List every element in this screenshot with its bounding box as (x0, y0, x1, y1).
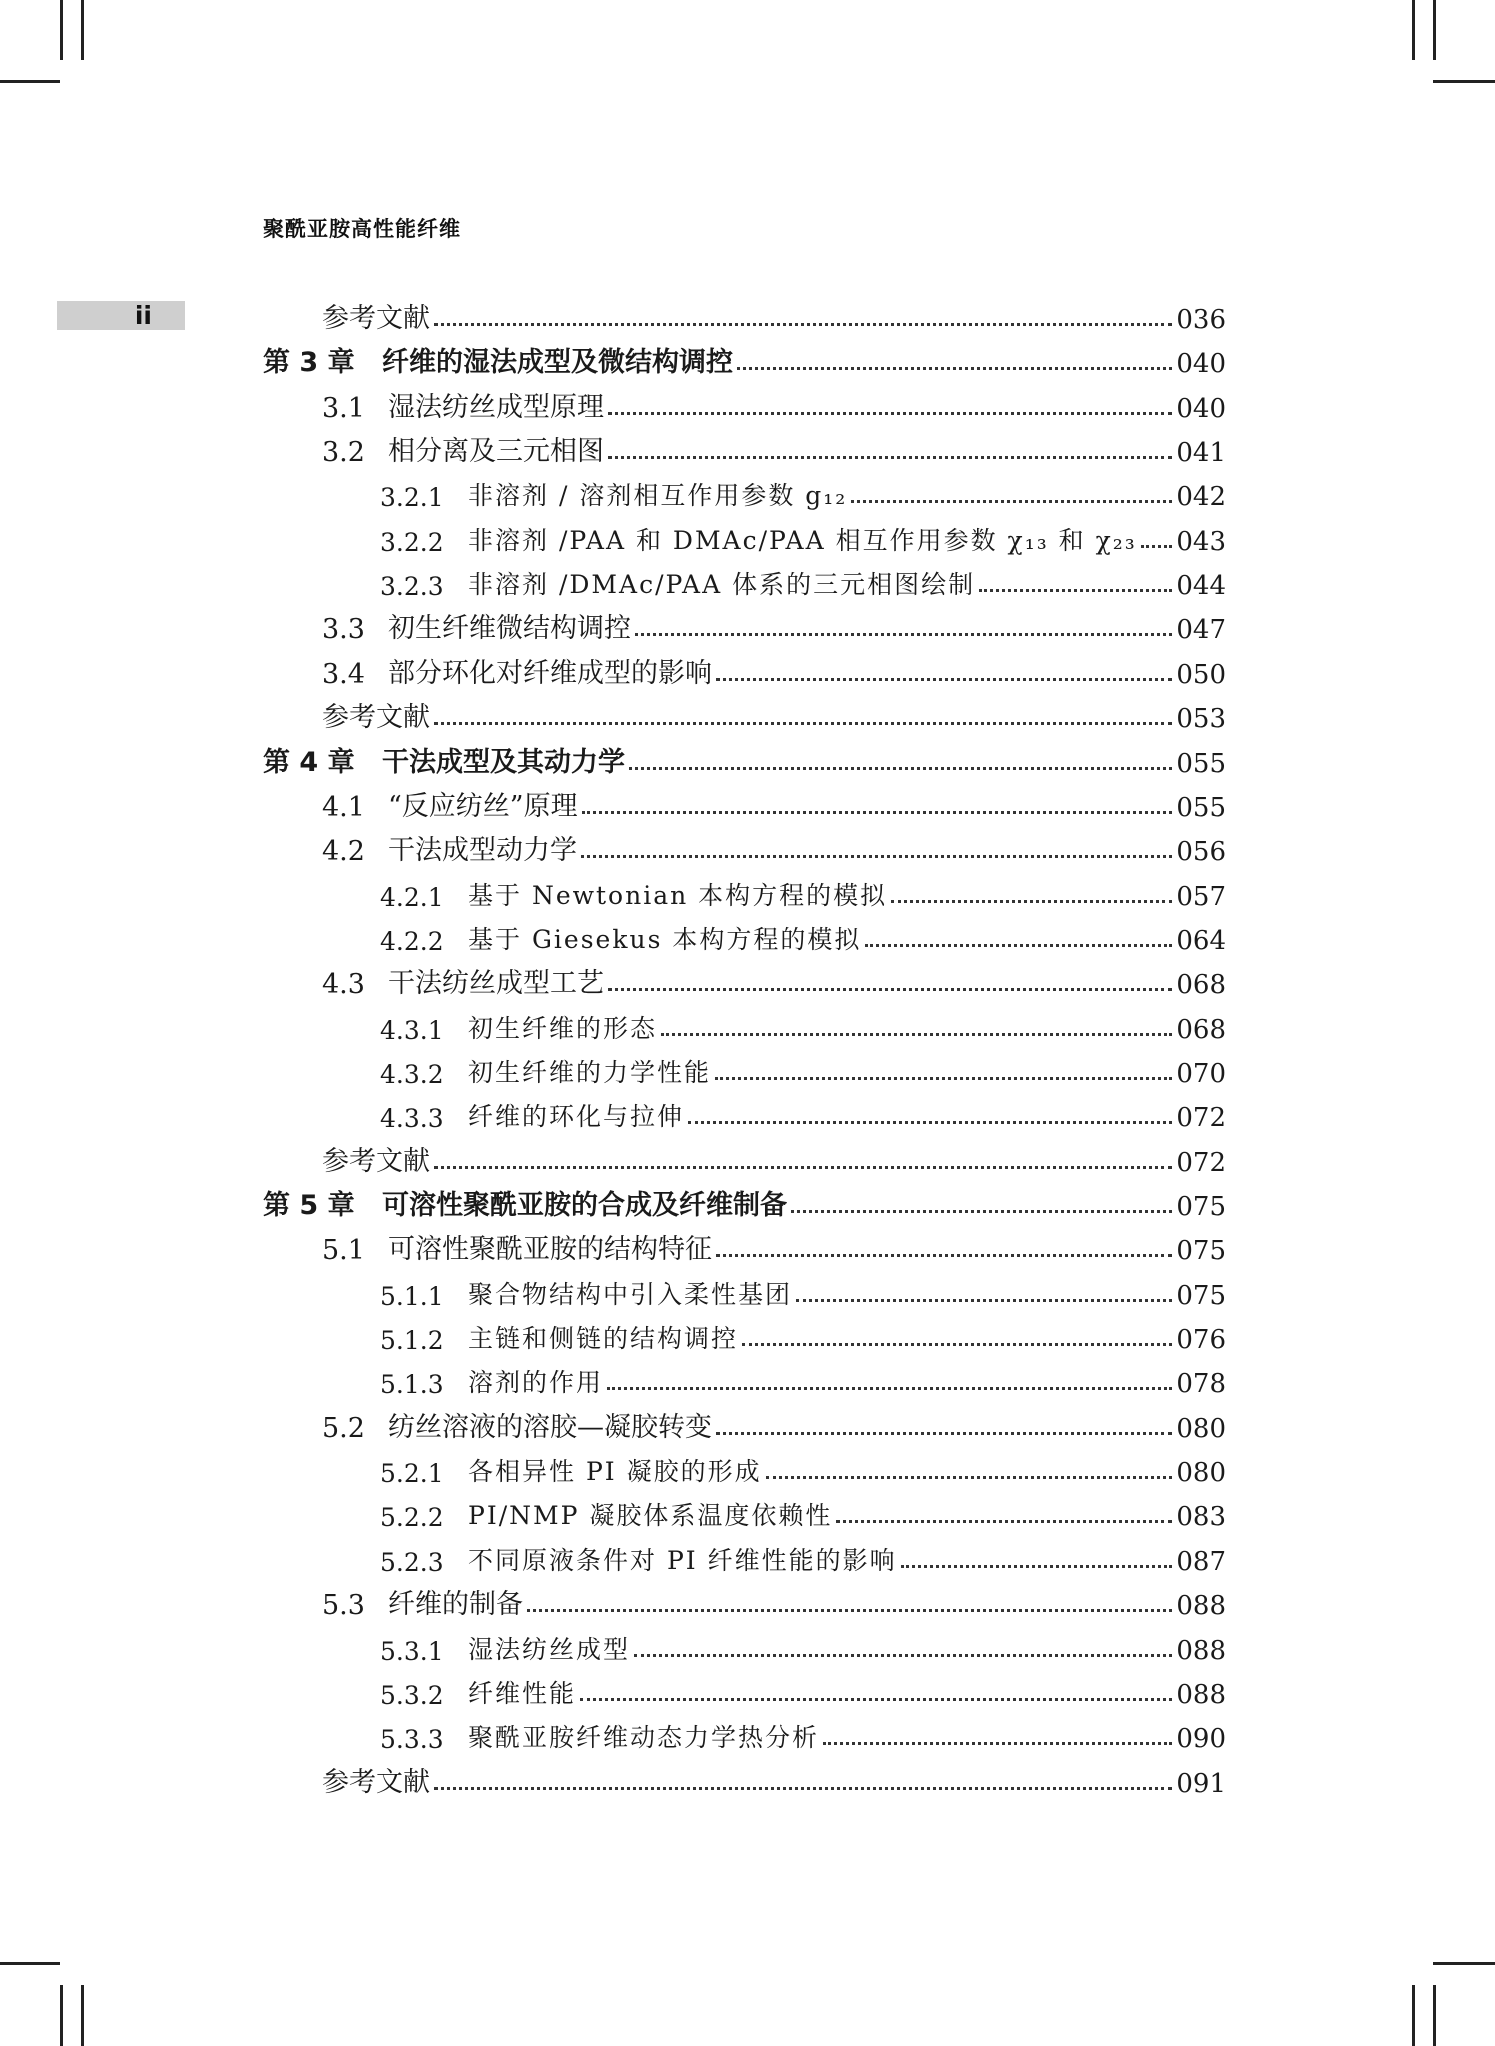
dot-leader (742, 1343, 1172, 1346)
dot-leader (608, 412, 1172, 415)
toc-entry-title: “反应纺丝”原理 (388, 791, 578, 822)
toc-entry-title: 参考文献 (322, 702, 430, 733)
toc-entry-title: 不同原液条件对 PI 纤维性能的影响 (468, 1546, 897, 1575)
toc-entry-title: 非溶剂 /PAA 和 DMAc/PAA 相互作用参数 χ₁₃ 和 χ₂₃ (468, 526, 1137, 555)
toc-entry-title: 干法成型及其动力学 (382, 747, 625, 778)
crop-mark (81, 1985, 84, 2046)
toc-entry-title: 参考文献 (322, 1146, 430, 1177)
toc-entry[interactable] (0, 384, 1226, 424)
dot-leader (716, 1254, 1172, 1257)
toc-entry-title: 纤维的制备 (388, 1589, 523, 1620)
toc-entry[interactable] (0, 1759, 1226, 1799)
toc-entry-title: 溶剂的作用 (468, 1368, 604, 1397)
dot-leader (716, 1432, 1172, 1435)
toc-entry[interactable] (0, 783, 1226, 823)
toc-entry-number: 5.1.1 (380, 1282, 444, 1311)
toc-entry[interactable] (0, 872, 1226, 912)
toc-entry-number: 5.2.1 (380, 1459, 444, 1488)
crop-mark (60, 0, 63, 60)
toc-entry[interactable] (0, 1049, 1226, 1089)
toc-entry-page: 040 (1176, 394, 1226, 424)
toc-entry[interactable] (0, 827, 1226, 867)
crop-mark (0, 1962, 60, 1965)
toc-entry-page: 055 (1176, 749, 1226, 779)
crop-mark (1433, 1962, 1495, 1965)
toc-entry[interactable] (0, 1492, 1226, 1532)
dot-leader (434, 1166, 1172, 1169)
toc-entry-title: 主链和侧链的结构调控 (468, 1324, 739, 1353)
dot-leader (823, 1742, 1172, 1745)
toc-entry[interactable] (0, 916, 1226, 956)
toc-entry-page: 055 (1176, 793, 1226, 823)
toc-entry-title: 各相异性 PI 凝胶的形成 (468, 1457, 762, 1486)
toc-entry-title: PI/NMP 凝胶体系温度依赖性 (468, 1501, 833, 1530)
toc-entry-title: 参考文献 (322, 1767, 430, 1798)
toc-entry[interactable] (0, 428, 1226, 468)
toc-entry-page: 083 (1176, 1502, 1226, 1532)
toc-entry-number: 4.1 (322, 792, 365, 823)
toc-entry-number: 3.3 (322, 614, 365, 645)
dot-leader (607, 1387, 1172, 1390)
dot-leader (580, 1698, 1172, 1701)
toc-entry-number: 3.2.2 (380, 528, 444, 557)
toc-entry[interactable] (0, 1315, 1226, 1355)
toc-entry[interactable] (0, 1670, 1226, 1710)
toc-entry-page: 080 (1176, 1414, 1226, 1444)
dot-leader (608, 456, 1172, 459)
toc-entry-title: 湿法纺丝成型 (468, 1635, 631, 1664)
toc-entry-number: 4.2.1 (380, 883, 444, 912)
toc-entry[interactable] (0, 1005, 1226, 1045)
toc-entry-title: 相分离及三元相图 (388, 436, 604, 467)
toc-entry-page: 040 (1176, 349, 1226, 379)
toc-entry-page: 050 (1176, 660, 1226, 690)
toc-entry-title: 干法纺丝成型工艺 (388, 968, 604, 999)
toc-entry-number: 5.2.2 (380, 1503, 444, 1532)
dot-leader (635, 633, 1172, 636)
toc-entry-number: 5.1 (322, 1235, 365, 1266)
dot-leader (661, 1033, 1172, 1036)
dot-leader (634, 1654, 1172, 1657)
toc-entry-page: 053 (1176, 704, 1226, 734)
toc-entry-number: 第 3 章 (263, 347, 355, 378)
toc-entry-number: 5.1.2 (380, 1326, 444, 1355)
dot-leader (434, 323, 1172, 326)
toc-entry-page: 072 (1176, 1103, 1226, 1133)
toc-entry[interactable] (0, 694, 1226, 734)
toc-entry-number: 3.2.3 (380, 572, 444, 601)
toc-entry-number: 5.3.1 (380, 1637, 444, 1666)
toc-entry-number: 3.1 (322, 393, 365, 424)
crop-mark (1412, 0, 1415, 60)
dot-leader (1141, 545, 1173, 548)
toc-entry[interactable] (0, 650, 1226, 690)
toc-entry-title: 聚合物结构中引入柔性基团 (468, 1280, 793, 1309)
toc-entry-title: 纺丝溶液的溶胶—凝胶转变 (388, 1412, 712, 1443)
crop-mark (60, 1985, 63, 2046)
dot-leader (582, 811, 1173, 814)
toc-entry-page: 068 (1176, 1015, 1226, 1045)
crop-mark (81, 0, 84, 60)
toc-entry-title: 可溶性聚酰亚胺的合成及纤维制备 (382, 1190, 787, 1221)
toc-entry-number: 5.2 (322, 1413, 365, 1444)
toc-entry-number: 5.3.3 (380, 1725, 444, 1754)
toc-entry-page: 076 (1176, 1325, 1226, 1355)
dot-leader (527, 1609, 1172, 1612)
toc-entry-page: 056 (1176, 837, 1226, 867)
dot-leader (766, 1476, 1173, 1479)
toc-entry-number: 3.2.1 (380, 483, 444, 512)
dot-leader (836, 1520, 1172, 1523)
dot-leader (851, 500, 1172, 503)
toc-entry[interactable] (0, 1093, 1226, 1133)
toc-entry[interactable] (0, 561, 1226, 601)
toc-entry-page: 075 (1176, 1192, 1226, 1222)
toc-entry[interactable] (0, 739, 1226, 779)
toc-entry-page: 087 (1176, 1547, 1226, 1577)
toc-entry-title: 非溶剂 /DMAc/PAA 体系的三元相图绘制 (468, 570, 976, 599)
dot-leader (865, 944, 1172, 947)
crop-mark (1433, 0, 1436, 60)
toc-entry-page: 047 (1176, 615, 1226, 645)
dot-leader (608, 988, 1172, 991)
running-head-title: 聚酰亚胺高性能纤维 (263, 217, 461, 241)
toc-entry-page: 070 (1176, 1059, 1226, 1089)
toc-entry-number: 第 4 章 (263, 747, 355, 778)
toc-entry[interactable] (0, 517, 1226, 557)
toc-entry[interactable] (0, 1404, 1226, 1444)
toc-entry-number: 第 5 章 (263, 1190, 355, 1221)
toc-entry-page: 068 (1176, 970, 1226, 1000)
toc-entry-page: 042 (1176, 482, 1226, 512)
toc-entry-page: 036 (1176, 305, 1226, 335)
toc-entry-title: 基于 Newtonian 本构方程的模拟 (468, 881, 888, 910)
dot-leader (791, 1210, 1172, 1213)
toc-entry-number: 5.1.3 (380, 1370, 444, 1399)
toc-entry[interactable] (0, 1448, 1226, 1488)
toc-entry[interactable] (0, 1537, 1226, 1577)
toc-entry[interactable] (0, 1226, 1226, 1266)
toc-entry[interactable] (0, 960, 1226, 1000)
toc-entry-number: 4.3.1 (380, 1016, 444, 1045)
crop-mark (1433, 1985, 1436, 2046)
toc-entry-title: 初生纤维的形态 (468, 1014, 658, 1043)
toc-entry-number: 3.4 (322, 659, 365, 690)
dot-leader (891, 900, 1172, 903)
toc-entry[interactable] (0, 605, 1226, 645)
toc-entry-page: 057 (1176, 882, 1226, 912)
toc-entry-number: 4.2.2 (380, 927, 444, 956)
toc-entry-title: 非溶剂 / 溶剂相互作用参数 g₁₂ (468, 481, 848, 510)
toc-entry-title: 初生纤维微结构调控 (388, 613, 631, 644)
toc-entry[interactable] (0, 1359, 1226, 1399)
crop-mark (1412, 1985, 1415, 2046)
toc-entry-title: 纤维的湿法成型及微结构调控 (382, 347, 733, 378)
toc-entry[interactable] (0, 1138, 1226, 1178)
dot-leader (796, 1299, 1172, 1302)
toc-entry-page: 078 (1176, 1369, 1226, 1399)
toc-entry-page: 088 (1176, 1680, 1226, 1710)
toc-entry[interactable] (0, 1714, 1226, 1754)
toc-entry[interactable] (0, 295, 1226, 335)
toc-entry-title: 初生纤维的力学性能 (468, 1058, 712, 1087)
toc-entry-number: 4.2 (322, 836, 365, 867)
toc-entry-number: 4.3.3 (380, 1104, 444, 1133)
dot-leader (688, 1121, 1172, 1124)
toc-entry-page: 088 (1176, 1636, 1226, 1666)
toc-entry-title: 纤维的环化与拉伸 (468, 1102, 685, 1131)
toc-entry[interactable] (0, 1271, 1226, 1311)
toc-entry-page: 090 (1176, 1724, 1226, 1754)
toc-entry-number: 5.3.2 (380, 1681, 444, 1710)
toc-entry-page: 091 (1176, 1769, 1226, 1799)
toc-entry[interactable] (0, 339, 1226, 379)
toc-entry-page: 075 (1176, 1281, 1226, 1311)
toc-entry-title: 聚酰亚胺纤维动态力学热分析 (468, 1723, 820, 1752)
toc-entry-title: 基于 Giesekus 本构方程的模拟 (468, 925, 862, 954)
toc-entry-number: 3.2 (322, 437, 365, 468)
dot-leader (434, 722, 1172, 725)
dot-leader (629, 767, 1172, 770)
toc-entry-page: 041 (1176, 438, 1226, 468)
toc-entry-title: 参考文献 (322, 303, 430, 334)
toc-entry[interactable] (0, 472, 1226, 512)
toc-entry[interactable] (0, 1626, 1226, 1666)
dot-leader (901, 1565, 1173, 1568)
toc-entry-page: 044 (1176, 571, 1226, 601)
toc-entry-page: 088 (1176, 1591, 1226, 1621)
toc-entry-page: 072 (1176, 1148, 1226, 1178)
toc-entry-page: 064 (1176, 926, 1226, 956)
toc-entry-page: 075 (1176, 1236, 1226, 1266)
toc-entry-title: 部分环化对纤维成型的影响 (388, 658, 712, 689)
page-folio: ii (134, 301, 152, 330)
dot-leader (716, 678, 1172, 681)
toc-entry-number: 5.3 (322, 1590, 365, 1621)
toc-entry-number: 4.3 (322, 969, 365, 1000)
crop-mark (0, 80, 60, 83)
toc-entry[interactable] (0, 1182, 1226, 1222)
crop-mark (1433, 80, 1495, 83)
dot-leader (434, 1787, 1172, 1790)
toc-entry-number: 4.3.2 (380, 1060, 444, 1089)
toc-entry-title: 湿法纺丝成型原理 (388, 392, 604, 423)
toc-entry-title: 干法成型动力学 (388, 835, 577, 866)
dot-leader (979, 589, 1172, 592)
toc-entry-title: 纤维性能 (468, 1679, 577, 1708)
dot-leader (737, 367, 1172, 370)
toc-entry[interactable] (0, 1581, 1226, 1621)
dot-leader (715, 1077, 1172, 1080)
toc-entry-page: 043 (1176, 527, 1226, 557)
toc-entry-title: 可溶性聚酰亚胺的结构特征 (388, 1234, 712, 1265)
dot-leader (581, 855, 1172, 858)
toc-entry-number: 5.2.3 (380, 1548, 444, 1577)
toc-entry-page: 080 (1176, 1458, 1226, 1488)
